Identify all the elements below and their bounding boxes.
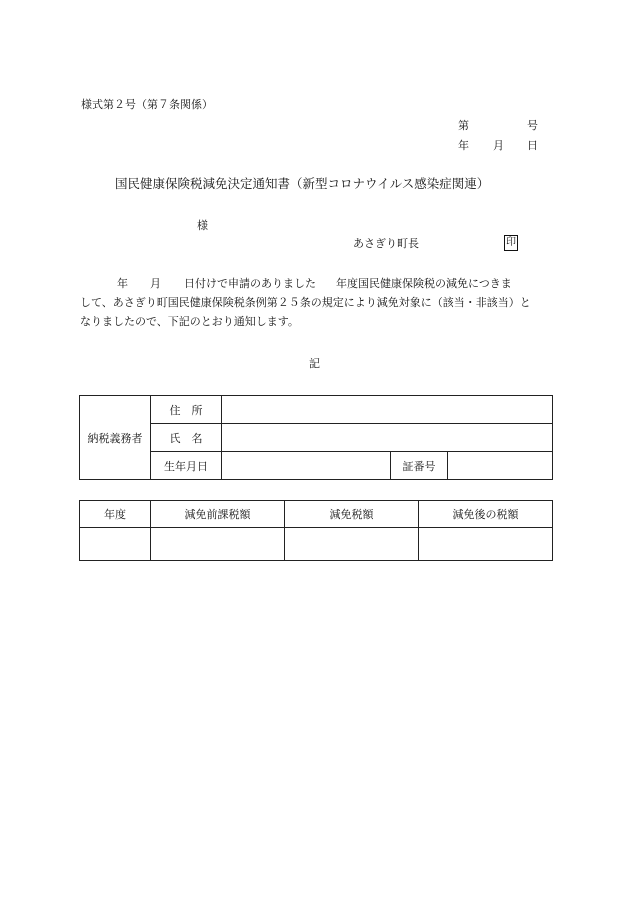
body-year-label: 年 [117, 277, 128, 290]
body-line-1 [80, 274, 552, 293]
name-field[interactable] [222, 424, 553, 452]
notice-body [80, 274, 552, 331]
ki-heading: 記 [309, 357, 320, 370]
taxpayer-group-label: 納税義務者 [80, 396, 151, 480]
date-day-label: 日 [527, 139, 538, 152]
number-prefix: 第 [458, 119, 469, 132]
address-field[interactable] [222, 396, 553, 424]
body-text-b: 年度国民健康保険税の減免につきま [336, 277, 512, 290]
form-number: 様式第２号（第７条関係） [81, 98, 213, 111]
tax-amount-table [79, 500, 553, 561]
body-month-label: 月 [150, 277, 161, 290]
header-reduction: 減免税額 [285, 501, 419, 528]
seal-mark: 印 [504, 235, 518, 251]
header-fiscal-year: 年度 [80, 501, 151, 528]
tax-after-field[interactable] [419, 528, 553, 561]
body-line-3: なりましたので、下記のとおり通知します。 [80, 315, 299, 328]
date-month-label: 月 [493, 139, 504, 152]
body-text-a: 日付けで申請のありました [184, 277, 316, 290]
addressee-suffix: 様 [197, 219, 208, 232]
date-year-label: 年 [458, 139, 469, 152]
number-suffix: 号 [527, 119, 538, 132]
taxpayer-table [79, 395, 553, 480]
document-title: 国民健康保険税減免決定通知書（新型コロナウイルス感染症関連） [115, 176, 490, 191]
cert-number-label: 証番号 [391, 452, 448, 480]
cert-number-field[interactable] [448, 452, 553, 480]
birthdate-label: 生年月日 [151, 452, 222, 480]
header-tax-after: 減免後の税額 [419, 501, 553, 528]
body-line-2: して、あさぎり町国民健康保険税条例第２５条の規定により減免対象に（該当・非該当）と [80, 296, 531, 309]
address-label: 住 所 [151, 396, 222, 424]
name-label: 氏 名 [151, 424, 222, 452]
issuer-name: あさぎり町長 [353, 237, 419, 250]
tax-before-field[interactable] [151, 528, 285, 561]
reduction-field[interactable] [285, 528, 419, 561]
header-tax-before: 減免前課税額 [151, 501, 285, 528]
fiscal-year-field[interactable] [80, 528, 151, 561]
birthdate-field[interactable] [222, 452, 391, 480]
